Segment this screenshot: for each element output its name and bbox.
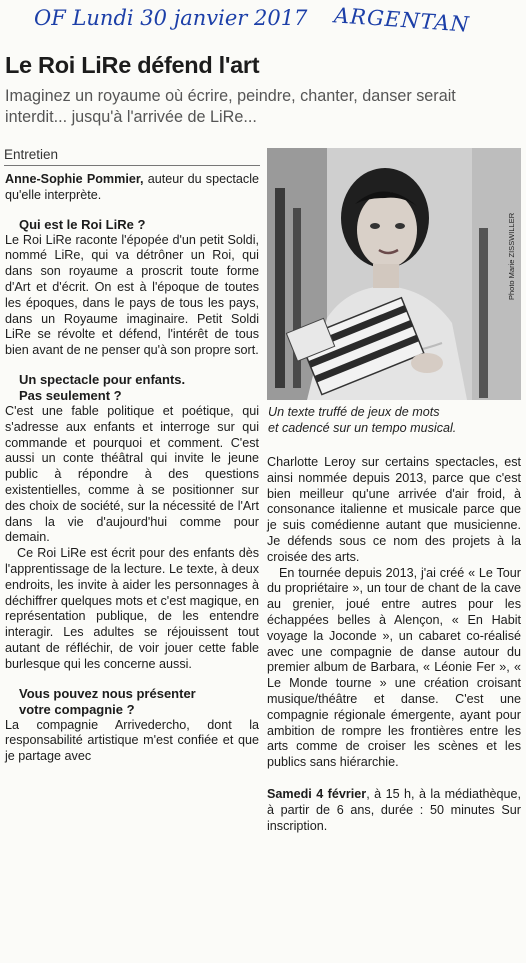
question-2-line-1: Un spectacle pour enfants. (19, 371, 186, 387)
performer-photo (267, 148, 521, 400)
handwritten-place: ARGENTAN (333, 3, 471, 37)
event-info (267, 787, 521, 834)
answer-2-paragraph-1: C'est une fable politique et poétique, qui s'adresse aux enfants et interroge sur qui commande et pourquoi et comment. C'est aussi un conte théâtral qui invite le jeune public à répondre à des questions existentielles, comme à se positionner sur des choix de société, sur la nécessité de l'Art dans la vie d'aujourd'hui comme pour demain. (5, 403, 259, 545)
left-column (5, 172, 259, 765)
photo-caption-line-2: et cadencé sur un tempo musical. (268, 421, 457, 435)
photo-caption-line-1: Un texte truffé de jeux de mots (268, 405, 440, 419)
right-paragraph-2: En tournée depuis 2013, j'ai créé « Le Tour du propriétaire », un tour de chant de la cave au grenier, joué entre autres pour les échappées belles à Alençon, « En Habit voyage la Joconde », un cabaret co-réalisé avec une compagnie de danse autour du premier album de Barbara, « Léonie Fer », « Le Monde tourne » une création croisant musique/théâtre et danse. C'est une compagnie régionale émergente, ayant pour ambition de rompre les frontières entre les arts comme de croiser les scènes et les publics sans hiérarchie. (267, 565, 521, 770)
headline: Le Roi LiRe défend l'art (5, 52, 260, 78)
right-paragraph-1: Charlotte Leroy sur certains spectacles, est ainsi nommée depuis 2013, parce que c'est bien meilleur qu'une arrivée d'air froid, à consonance italienne et musicale parce que je suis comédienne autant que musicienne. Je défends sous ce nom des projets à la croisée des arts. (267, 455, 521, 564)
question-1-line: Qui est le Roi LiRe ? (19, 216, 146, 232)
event-date: Samedi 4 février (267, 786, 367, 801)
photo-caption (268, 404, 522, 436)
byline (5, 172, 259, 204)
answer-1-paragraph: Le Roi LiRe raconte l'épopée d'un petit Soldi, nommé LiRe, qui va détrôner un Roi, qui dans son royaume a proscrit toute forme d'Art et d'écrit. On est à l'époque de toutes les époques, dans le pays de tous les pays, dans un Royaume imaginaire. Petit Soldi LiRe se révolte et défend, l'intérêt de tous bien avant de ne penser qu'à son propre sort. (5, 232, 259, 358)
question-3-line-2: votre compagnie ? (19, 701, 135, 717)
event-details: , à 15 h, à la médiathèque, à partir de 6 ans, durée : 50 minutes Sur inscription. (267, 786, 521, 833)
photo-credit: Photo Marie ZISSWILLER (507, 212, 516, 300)
question-3 (19, 686, 259, 718)
chapo: Imaginez un royaume où écrire, peindre, chanter, danser serait interdit... jusqu'à l'arrivée de LiRe... (5, 87, 456, 126)
question-2-line-2: Pas seulement ? (19, 387, 122, 403)
handwritten-date: OF Lundi 30 janvier 2017 (34, 6, 308, 30)
byline-rest: auteur du spectacle qu'elle interprète. (5, 172, 260, 202)
performer-photo-illustration (267, 148, 521, 400)
question-3-line-1: Vous pouvez nous présenter (19, 685, 196, 701)
byline-name: Anne-Sophie Pommier, (5, 172, 144, 186)
rubric-rule (4, 165, 260, 166)
question-2 (19, 372, 259, 404)
question-1 (19, 217, 259, 233)
answer-2-paragraph-2: Ce Roi LiRe est écrit pour des enfants dès l'apprentissage de la lecture. Le texte, à deux endroits, les invite à aider les personnages à déchiffrer quelques mots et c'est magique, en représentation publique, de les entendre interagir. Les adultes se réjouissent tout autant de réfléchir, de voir jouer cette fable burlesque qui les concerne aussi. (5, 546, 259, 671)
answer-3-paragraph: La compagnie Arrivedercho, dont la responsabilité artistique m'est confiée et que je partage avec (5, 717, 259, 764)
rubric-label: Entretien (4, 147, 59, 162)
right-column (267, 455, 521, 834)
